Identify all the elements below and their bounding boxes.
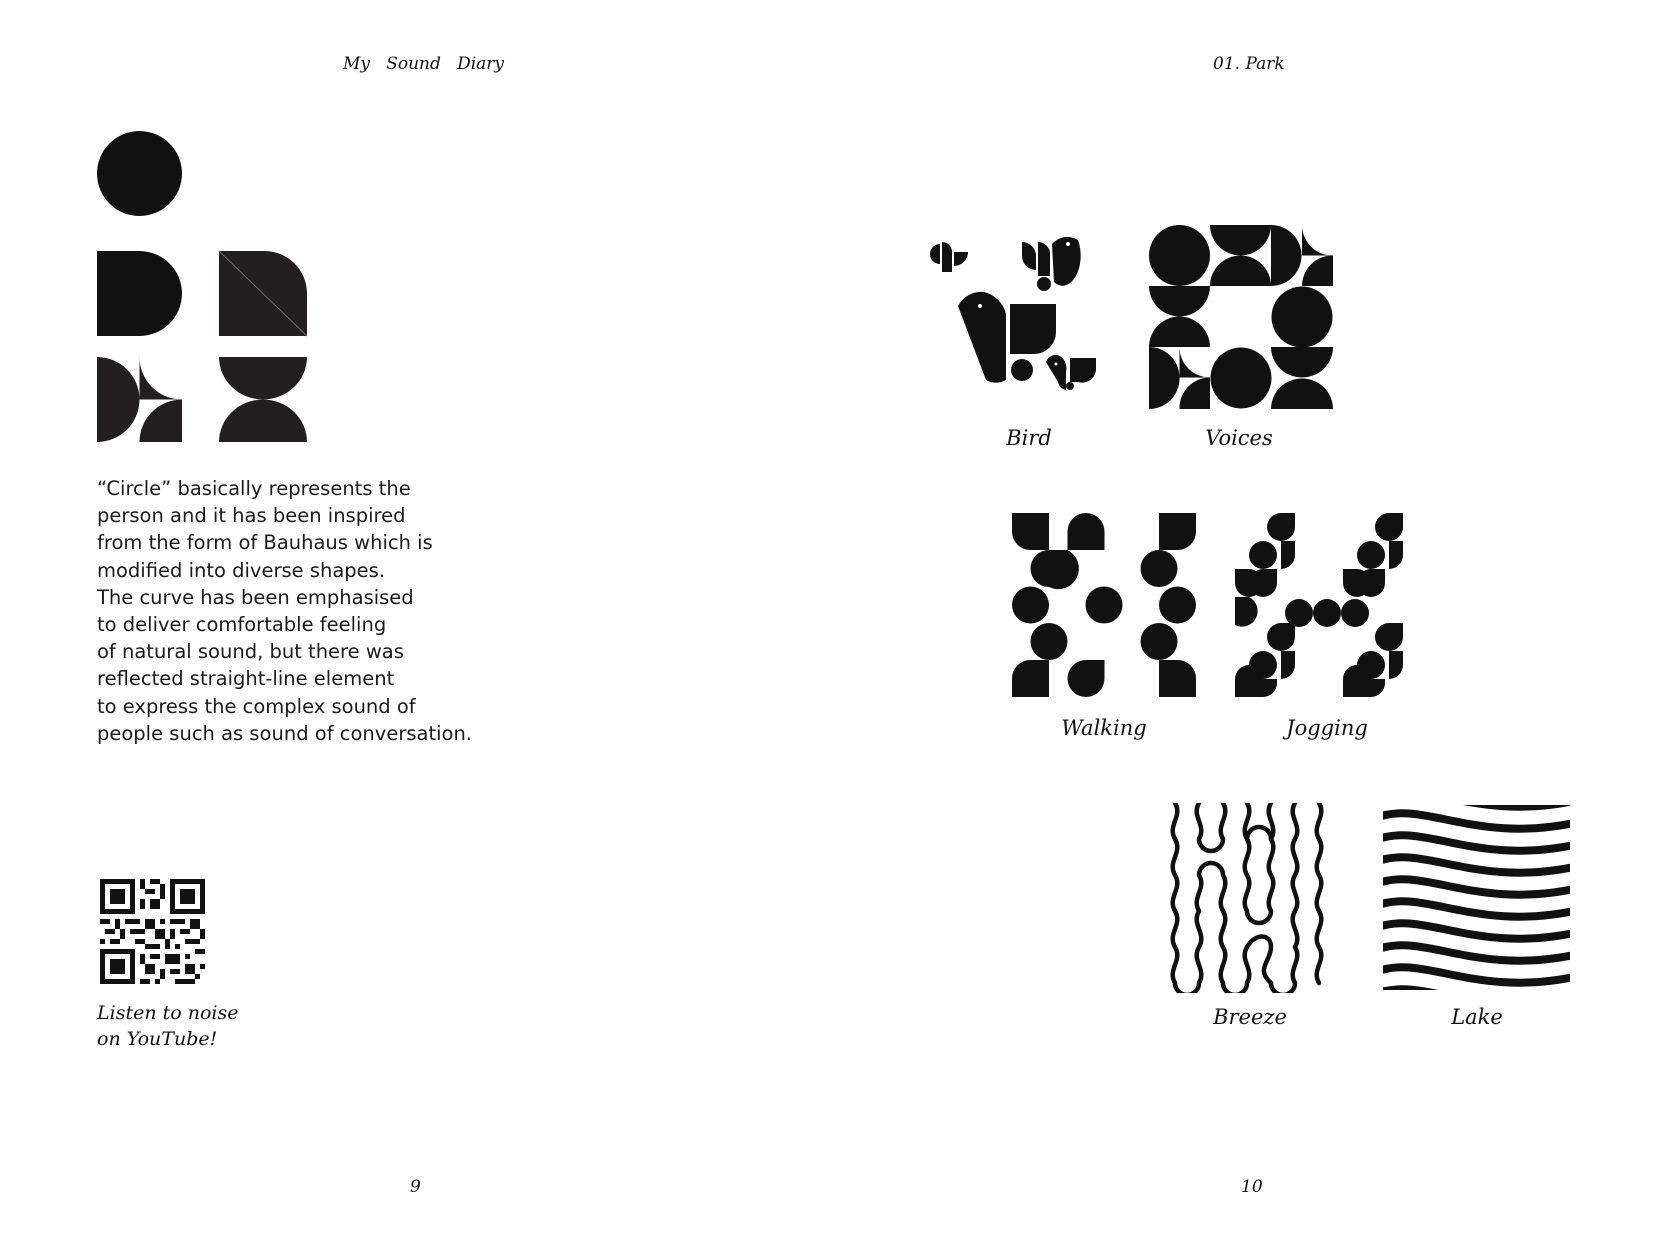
half-round-shape xyxy=(97,251,182,336)
caption-walking: Walking xyxy=(1061,716,1147,740)
body-paragraph xyxy=(97,475,517,747)
caption-jogging: Jogging xyxy=(1286,716,1368,740)
body-line: “Circle” basically represents the xyxy=(97,477,411,500)
body-line: modified into diverse shapes. xyxy=(97,558,386,582)
walking-pattern xyxy=(1012,513,1196,697)
body-line: to deliver comfortable feeling xyxy=(97,613,387,637)
qr-caption-line: Listen to noise xyxy=(97,1002,239,1024)
circle-shapes-illustration xyxy=(97,131,307,446)
body-line: The curve has been emphasised xyxy=(97,585,414,609)
body-line: reflected straight-line element xyxy=(97,667,395,691)
body-line: to express the complex sound of xyxy=(97,694,416,718)
qr-code[interactable] xyxy=(100,879,205,984)
quarter-arcs-shape xyxy=(97,357,140,442)
running-head-title: My Sound Diary xyxy=(343,54,505,74)
caption-bird: Bird xyxy=(1006,426,1052,450)
voices-pattern xyxy=(1149,225,1333,409)
lake-pattern xyxy=(1383,805,1570,990)
caption-lake: Lake xyxy=(1451,1005,1503,1029)
bird-pattern xyxy=(928,232,1108,408)
right-page xyxy=(827,0,1654,1241)
body-line: people such as sound of conversation. xyxy=(97,721,473,745)
caption-breeze: Breeze xyxy=(1213,1005,1287,1029)
quarter-arcs-shape-b xyxy=(140,357,183,400)
jogging-pattern xyxy=(1235,513,1419,697)
quarter-arcs-shape-c xyxy=(140,400,183,443)
running-head-section: 01. Park xyxy=(1213,54,1285,74)
page-number-left: 9 xyxy=(410,1177,421,1197)
caption-voices: Voices xyxy=(1205,426,1273,450)
qr-caption xyxy=(97,1000,238,1052)
page-number-right: 10 xyxy=(1241,1177,1263,1197)
semicircle-pair-shape xyxy=(219,357,307,400)
breeze-pattern xyxy=(1169,803,1331,993)
body-line: from the form of Bauhaus which is xyxy=(97,531,433,555)
semicircle-pair-shape-bottom xyxy=(219,400,307,443)
circle-shape xyxy=(97,131,182,216)
qr-caption-line: on YouTube! xyxy=(97,1028,218,1050)
body-line: of natural sound, but there was xyxy=(97,640,404,664)
body-line: person and it has been inspired xyxy=(97,504,406,528)
